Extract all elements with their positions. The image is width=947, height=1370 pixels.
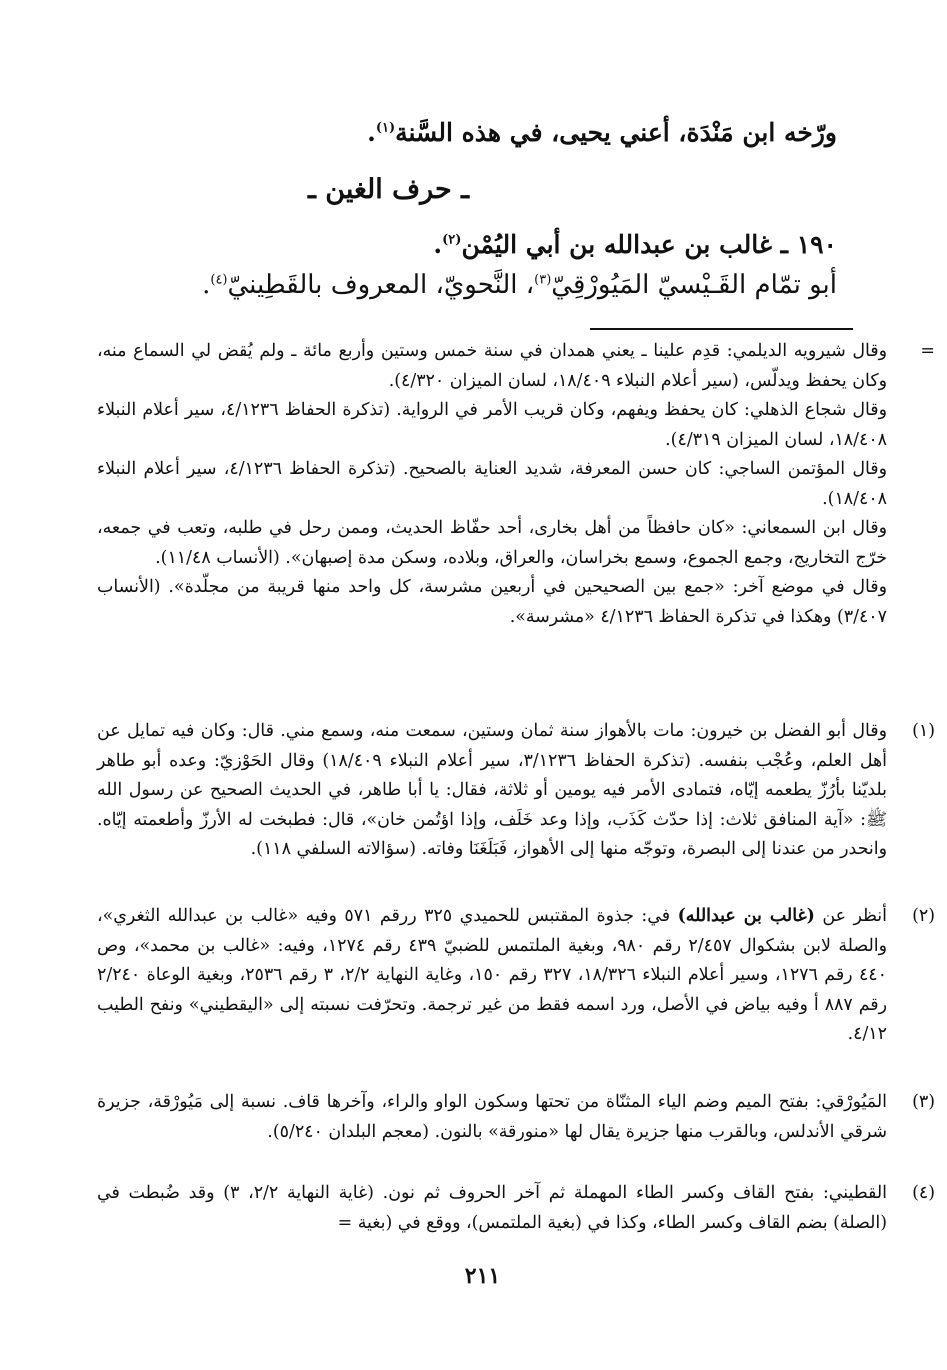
page-number: ٢١١: [464, 1263, 501, 1289]
footnote-text: وقال أبو الفضل بن خيرون: مات بالأهواز سنة ثمان وستين، سمعت منه، وسمع مني. قال: وكان فيه تمايل عن أهل العلم، وعُجْب بنفسه. (تذكرة الحفاظ ٣/١٢٣٦، سير أعلام النبلاء ١٨/٤٠٩) وقال الحَوْزيّ: وعده أبو طاهر بلديّنا بأرُزّ يطعمه إيّاه، فتمادى الأمر فيه يومين أو ثلاثة، فقال: يا أبا طاهر، في الحديث الصحيح عن رسول الله ﷺ: «آية المنافق ثلاث: إذا حدّث كَذَب، وإذا وعد خَلَف، وإذا اؤتُمن خان»، قال: فطبخت له الأرزّ وأطعمته إيّاه. وانحدر من عندنا إلى البصرة، وتوجّه منها إلى الأهواز، فَبَلَغَنَا وفاته. (سؤالاته السلفي ١١٨).: [97, 721, 887, 859]
footnote-paragraph: وقال شجاع الذهلي: كان يحفظ ويفهم، وكان قريب الأمر في الرواية. (تذكرة الحفاظ ٤/١٢٣٦، سير أعلام النبلاء ١٨/٤٠٨، لسان الميزان ٤/٣١٩).: [97, 400, 887, 450]
punctuation: .: [433, 230, 443, 259]
footnote-lead: أنظر عن: [822, 906, 887, 926]
footnote-number: (٣): [912, 1092, 935, 1112]
footnote-number: (٤): [912, 1183, 935, 1203]
footnote-text: في: جذوة المقتبس للحميدي ٣٢٥ ررقم ٥٧١ وفيه «غالب بن عبدالله الثغري»، والصلة لابن بشكوال ٢/٤٥٧ رقم ٩٨٠، وبغية الملتمس للضبيّ ٤٣٩ رقم ١٢٧٤، وفيه: «غالب بن محمد»، وص ٤٤٠ رقم ١٢٧٦، وسير أعلام النبلاء ١٨/٣٢٦، ٣٢٧ رقم ١٥٠، وغاية النهاية ٢/٢، ٣ رقم ٢٥٣٦، وبغية الوعاة ٢/٢٤٠ رقم ٨٨٧ أ وفيه بياض في الأصل، ورد اسمه فقط من غير ترجمة. وتحرّفت نسبته إلى «اليقطيني» ونفح الطيب ٤/١٢.: [97, 906, 888, 1044]
kunya-text: ، النَّحويّ، المعروف بالقَطِينيّ: [227, 270, 535, 300]
footnote-2: [97, 902, 935, 1050]
footnote-ref: (٢): [442, 232, 462, 248]
kunya-text: أبو تمّام القَـيْسيّ المَيُورْقِيّ: [551, 270, 837, 300]
footnote-3: [97, 1088, 935, 1147]
section-heading: ـ حرف الغين ـ: [307, 174, 470, 205]
entry-name: غالب بن عبدالله بن أبي اليُمْن: [461, 230, 772, 259]
entry-kunya: [97, 270, 837, 300]
footnote-ref: (٤): [210, 272, 228, 288]
footnote-ref: (١): [375, 120, 396, 136]
footnote-paragraph: وقال شيرويه الديلمي: قدِم علينا ـ يعني همدان في سنة خمس وستين وأربع مائة ـ ولم يُقض لي السماع منه، وكان يحفظ ويدلّس، (سير أعلام النبلاء ١٨/٤٠٩، لسان الميزان ٤/٣٢٠).: [97, 341, 887, 391]
footnote-number: (١): [912, 721, 935, 741]
footnote-separator: [590, 328, 853, 330]
footnote-paragraph: وقال في موضع آخر: «جمع بين الصحيحين في أربعين مشرسة، كل واحد منها قريبة من مجلّدة». (الأنساب ٣/٤٠٧) وهكذا في تذكرة الحفاظ ٤/١٢٣٦ «مشرسة».: [97, 577, 887, 627]
footnote-paragraph: وقال ابن السمعاني: «كان حافظاً من أهل بخارى، أحد حفّاظ الحديث، وممن رحل في طلبه، وتعب في جمعه، خرّج التخاريج، وجمع الجموع، وسمع بخراسان، والعراق، وبلاده، وسكن مدة إصبهان». (الأنساب ١١/٤٨).: [97, 518, 887, 568]
footnote-text: المَيُورْقي: بفتح الميم وضم الياء المثنّاة من تحتها وسكون الواو والراء، وآخرها قاف. نسبة إلى مَيُورْقة، جزيرة شرقي الأندلس، وبالقرب منها جزيرة يقال لها «منورقة» بالنون. (معجم البلدان ٥/٢٤٠).: [97, 1092, 887, 1142]
main-text: ورّخه ابن مَنْدَة، أعني يحيى، في هذه السَّنة: [395, 118, 837, 147]
main-text-line: [97, 118, 837, 147]
footnote-text-wrapper: [97, 902, 887, 1050]
footnote-text: القطيني: بفتح القاف وكسر الطاء المهملة ثم آخر الحروف ثم نون. (غاية النهاية ٢/٢، ٣) وقد ضُبطت في (الصلة) بضم القاف وكسر الطاء، وكذا في (بغية الملتمس)، ووقع في (بغية =: [97, 1183, 887, 1233]
footnote-continuation: [97, 337, 935, 632]
continuation-marker: =: [920, 341, 935, 361]
footnote-ref: (٣): [534, 272, 552, 288]
punctuation: .: [202, 270, 211, 300]
footnote-4: [97, 1179, 935, 1238]
entry-title: [97, 230, 837, 259]
footnote-bold-name: (غالب بن عبدالله): [677, 906, 815, 926]
entry-number: ١٩٠ ـ: [780, 230, 837, 259]
footnote-1: [97, 717, 935, 865]
punctuation: .: [367, 118, 376, 147]
footnote-number: (٢): [912, 906, 935, 926]
footnote-paragraph: وقال المؤتمن الساجي: كان حسن المعرفة، شديد العناية بالصحيح. (تذكرة الحفاظ ٤/١٢٣٦، سير أعلام النبلاء ١٨/٤٠٨).: [97, 459, 887, 509]
